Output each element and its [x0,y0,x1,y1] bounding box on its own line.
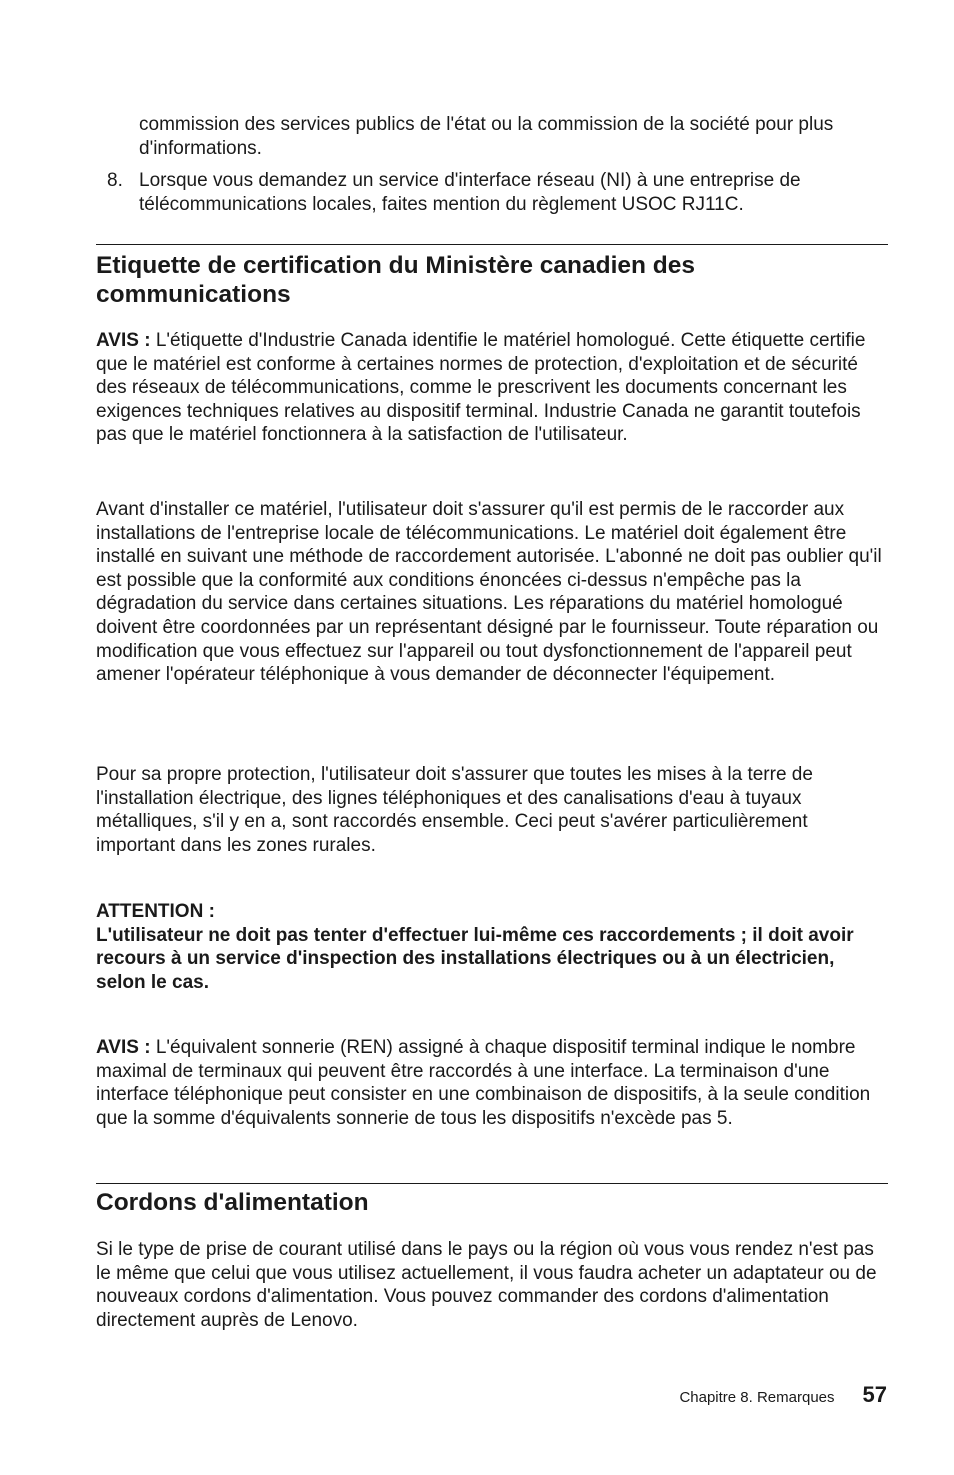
list-item-text: Lorsque vous demandez un service d'interface réseau (NI) à une entreprise de télécommunications locales, faites mention du règlement USOC RJ11C. [139,170,801,215]
protection-paragraph: Pour sa propre protection, l'utilisateur doit s'assurer que toutes les mises à la terre de l'installation électrique, des lignes téléphoniques et des canalisations d'eau à tuyaux métalliques, s'il y en a, sont raccordés ensemble. Ceci peut s'avérer particulièrement important dans les zones rurales. [96,764,813,856]
attention-label: ATTENTION : [96,901,215,922]
page-footer [679,1382,887,1412]
power-cords-paragraph: Si le type de prise de courant utilisé dans le pays ou la région où vous vous rendez n'est pas le même que celui que vous utilisez actuellement, il vous faudra acheter un adaptateur ou de nouveaux cordons d'alimentation. Vous pouvez commander des cordons d'alimentation directement auprès de Lenovo. [96,1239,877,1331]
section-heading-certification: Etiquette de certification du Ministère canadien des communications [96,252,696,308]
footer-chapter: Chapitre 8. Remarques [679,1389,835,1406]
attention-text: L'utilisateur ne doit pas tenter d'effectuer lui-même ces raccordements ; il doit avoir recours à un service d'inspection des installations électriques ou à un électricien, selon le cas. [96,924,854,993]
avis-paragraph-2 [96,1036,888,1130]
avis-label: AVIS : [96,1037,151,1058]
section-rule [96,1183,888,1184]
attention-notice [96,900,888,994]
avis-label: AVIS : [96,330,151,351]
continued-paragraph: commission des services publics de l'état ou la commission de la société pour plus d'informations. [139,114,834,159]
avis-text: L'étiquette d'Industrie Canada identifie le matériel homologué. Cette étiquette certifie que le matériel est conforme à certaines normes de protection, d'exploitation et de sécurité des réseaux de télécommunications, comme le prescrivent les documents concernant les exigences techniques relatives au dispositif terminal. Industrie Canada ne garantit toutefois pas que le matériel fonctionnera à la satisfaction de l'utilisateur. [96,330,866,446]
avis-paragraph-1 [96,329,888,447]
section-heading-power-cords: Cordons d'alimentation [96,1189,369,1216]
avis-text: L'équivalent sonnerie (REN) assigné à chaque dispositif terminal indique le nombre maximal de terminaux qui peuvent être raccordés à une interface. La terminaison d'une interface téléphonique peut consister en une combinaison de dispositifs, à la seule condition que la somme d'équivalents sonnerie de tous les dispositifs n'excède pas 5. [96,1037,871,1129]
section-rule [96,244,888,245]
installation-paragraph: Avant d'installer ce matériel, l'utilisateur doit s'assurer qu'il est permis de le raccorder aux installations de l'entreprise locale de télécommunications. Le matériel doit également être installé en suivant une méthode de raccordement autorisée. L'abonné ne doit pas oublier qu'il est possible que la conformité aux conditions énoncées ci-dessus n'empêche pas la dégradation du service dans certaines situations. Les réparations du matériel homologué doivent être coordonnées par un représentant désigné par le fournisseur. Toute réparation ou modification que vous effectuez sur l'appareil ou tout dysfonctionnement de l'appareil peut amener l'opérateur téléphonique à vous demander de déconnecter l'équipement. [96,499,882,686]
list-item-number: 8. [107,170,123,191]
page-number: 57 [862,1382,887,1407]
